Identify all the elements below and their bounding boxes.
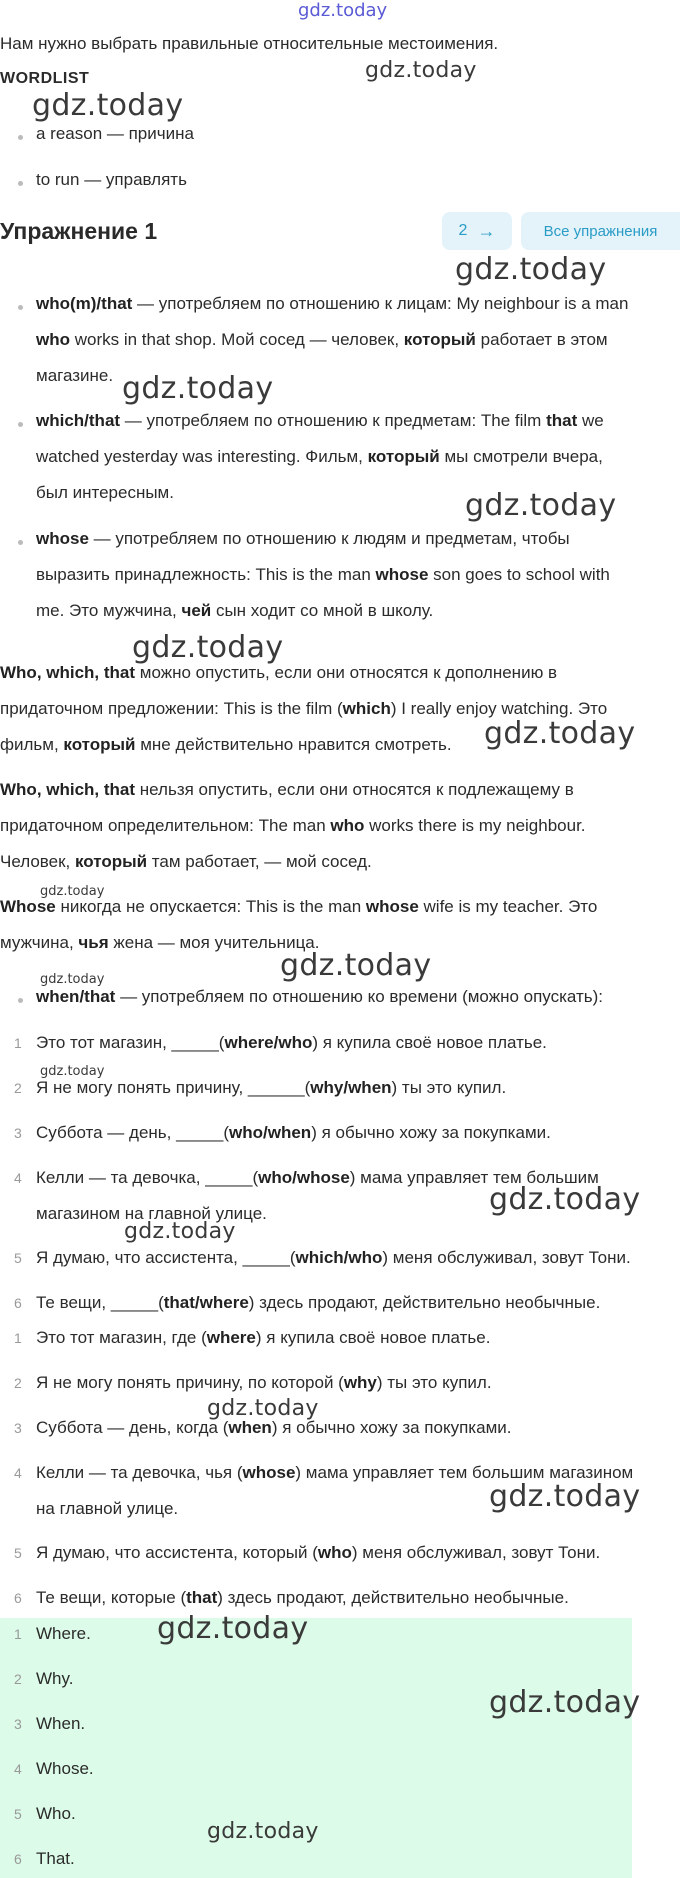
- bold-term: whose: [365, 897, 419, 916]
- bold-term: when: [228, 1418, 272, 1437]
- item-number: 2: [14, 1375, 22, 1391]
- watermark-text: gdz.today: [207, 1396, 319, 1421]
- bold-term: который: [74, 852, 148, 871]
- solution-line: Те вещи, которые (that) здесь продают, действительно необычные.: [36, 1588, 569, 1607]
- rule-line: which/that — употребляем по отношению к предметам: The film that we: [36, 411, 604, 430]
- watermark-text: gdz.today: [365, 58, 477, 83]
- item-number: 2: [14, 1080, 22, 1096]
- bold-term: when/that: [36, 987, 116, 1006]
- task-line: Те вещи, _____(that/where) здесь продают, действительно необычные.: [36, 1293, 601, 1312]
- item-number: 5: [14, 1545, 22, 1561]
- site-logo[interactable]: gdz.today: [298, 0, 388, 21]
- solution-line: Я думаю, что ассистента, который (who) меня обслуживал, зовут Тони.: [36, 1543, 601, 1562]
- watermark-text: gdz.today: [455, 252, 607, 287]
- bold-term: чья: [78, 933, 109, 952]
- bold-term: who: [36, 330, 70, 349]
- bold-term: who/when: [229, 1123, 312, 1142]
- item-number: 6: [14, 1295, 22, 1311]
- bold-term: which/that: [36, 411, 121, 430]
- item-number: 3: [14, 1716, 22, 1732]
- bold-term: который: [367, 447, 440, 466]
- item-number: 6: [14, 1590, 22, 1606]
- item-number: 5: [14, 1250, 22, 1266]
- bullet-dot: [18, 422, 23, 427]
- item-number: 6: [14, 1851, 22, 1867]
- rule-line: был интересным.: [36, 483, 174, 502]
- bold-term: why/when: [310, 1078, 392, 1097]
- task-line: Суббота — день, _____(who/when) я обычно хожу за покупками.: [36, 1123, 551, 1142]
- item-number: 2: [14, 1671, 22, 1687]
- item-number: 3: [14, 1125, 22, 1141]
- bold-term: Whose: [0, 897, 56, 916]
- exercise-title: Упражнение 1: [0, 218, 158, 244]
- next-exercise-button[interactable]: [442, 212, 512, 250]
- watermark-text: gdz.today: [157, 1611, 309, 1646]
- bold-term: why: [343, 1373, 377, 1392]
- note-line: придаточном определительном: The man who works there is my neighbour.: [0, 816, 586, 835]
- task-line: Я думаю, что ассистента, _____(which/who) меня обслуживал, зовут Тони.: [36, 1248, 631, 1267]
- bold-term: which: [342, 699, 391, 718]
- bold-term: чей: [181, 601, 212, 620]
- when-rule-line: when/that — употребляем по отношению ко времени (можно опускать):: [36, 987, 604, 1006]
- note-line: мужчина, чья жена — моя учительница.: [0, 933, 320, 952]
- item-number: 4: [14, 1465, 22, 1481]
- bold-term: который: [403, 330, 476, 349]
- solution-line: Келли — та девочка, чья (whose) мама управляет тем большим магазином: [36, 1463, 634, 1482]
- wordlist-item: to run — управлять: [36, 170, 187, 189]
- bold-term: whose: [375, 565, 429, 584]
- answer-text: Why.: [36, 1669, 74, 1688]
- intro-text: Нам нужно выбрать правильные относительные местоимения.: [0, 34, 499, 53]
- item-number: 1: [14, 1330, 22, 1346]
- bold-term: whose: [242, 1463, 296, 1482]
- bold-term: that: [546, 411, 578, 430]
- bold-term: who: [317, 1543, 352, 1562]
- rule-line: магазине.: [36, 366, 114, 385]
- task-line: Я не могу понять причину, ______(why/when) ты это купил.: [36, 1078, 507, 1097]
- arrow-right-icon: →: [477, 220, 496, 241]
- rule-line: whose — употребляем по отношению к людям и предметам, чтобы: [36, 529, 570, 548]
- solution-line: Это тот магазин, где (where) я купила своё новое платье.: [36, 1328, 491, 1347]
- watermark-text: gdz.today: [32, 88, 184, 123]
- next-exercise-label: 2: [458, 222, 468, 239]
- watermark-text: gdz.today: [40, 884, 105, 899]
- solution-line: на главной улице.: [36, 1499, 179, 1518]
- item-number: 1: [14, 1035, 22, 1051]
- answer-text: That.: [36, 1849, 75, 1868]
- bold-term: that: [186, 1588, 218, 1607]
- item-number: 1: [14, 1626, 22, 1642]
- rule-line: выразить принадлежность: This is the man whose son goes to school with: [36, 565, 610, 584]
- note-line: фильм, который мне действительно нравится смотреть.: [0, 735, 452, 754]
- wordlist-title: WORDLIST: [0, 70, 90, 87]
- bold-term: that/where: [163, 1293, 249, 1312]
- bold-term: Who, which, that: [0, 663, 136, 682]
- rule-line: watched yesterday was interesting. Фильм, который мы смотрели вчера,: [36, 447, 603, 466]
- item-number: 4: [14, 1761, 22, 1777]
- watermark-text: gdz.today: [40, 972, 105, 987]
- bold-term: который: [63, 735, 136, 754]
- item-number: 4: [14, 1170, 22, 1186]
- bullet-dot: [18, 181, 23, 186]
- bold-term: where: [206, 1328, 256, 1347]
- solution-line: Суббота — день, когда (when) я обычно хожу за покупками.: [36, 1418, 512, 1437]
- answer-text: When.: [36, 1714, 86, 1733]
- note-line: Who, which, that нельзя опустить, если они относятся к подлежащему в: [0, 780, 574, 799]
- answer-text: Who.: [36, 1804, 76, 1823]
- rule-line: who works in that shop. Мой сосед — человек, который работает в этом: [36, 330, 608, 349]
- rule-line: me. Это мужчина, чей сын ходит со мной в школу.: [36, 601, 434, 620]
- note-line: Whose никогда не опускается: This is the man whose wife is my teacher. Это: [0, 897, 598, 916]
- answer-text: Where.: [36, 1624, 91, 1643]
- note-line: Человек, который там работает, — мой сосед.: [0, 852, 372, 871]
- watermark-text: gdz.today: [484, 716, 636, 751]
- bold-term: who: [330, 816, 365, 835]
- answer-text: Whose.: [36, 1759, 94, 1778]
- bullet-dot: [18, 305, 23, 310]
- wordlist-item: a reason — причина: [36, 124, 194, 143]
- watermark-text: gdz.today: [207, 1819, 319, 1844]
- task-line: Это тот магазин, _____(where/who) я купила своё новое платье.: [36, 1033, 547, 1052]
- bullet-dot: [18, 135, 23, 140]
- bullet-dot: [18, 540, 23, 545]
- bold-term: who(m)/that: [36, 294, 133, 313]
- watermark-text: gdz.today: [40, 1064, 105, 1079]
- solution-line: Я не могу понять причину, по которой (why) ты это купил.: [36, 1373, 492, 1392]
- watermark-text: gdz.today: [124, 1219, 236, 1244]
- item-number: 3: [14, 1420, 22, 1436]
- watermark-text: gdz.today: [280, 948, 432, 983]
- note-line: придаточном предложении: This is the film (which) I really enjoy watching. Это: [0, 699, 608, 718]
- bold-term: who/whose: [258, 1168, 350, 1187]
- item-number: 5: [14, 1806, 22, 1822]
- bold-term: where/who: [224, 1033, 313, 1052]
- bold-term: whose: [36, 529, 89, 548]
- watermark-text: gdz.today: [489, 1182, 641, 1217]
- note-line: Who, which, that можно опустить, если они относятся к дополнению в: [0, 663, 558, 682]
- task-line: Келли — та девочка, _____(who/whose) мама управляет тем большим: [36, 1168, 599, 1187]
- bullet-dot: [18, 998, 23, 1003]
- bold-term: Who, which, that: [0, 780, 136, 799]
- watermark-text: gdz.today: [122, 371, 274, 406]
- rule-line: who(m)/that — употребляем по отношению к лицам: My neighbour is a man: [36, 294, 629, 313]
- watermark-text: gdz.today: [132, 630, 284, 665]
- watermark-text: gdz.today: [465, 488, 617, 523]
- all-exercises-button[interactable]: Все упражнения: [521, 212, 680, 250]
- task-line: магазином на главной улице.: [36, 1204, 267, 1223]
- watermark-text: gdz.today: [489, 1479, 641, 1514]
- bold-term: which/who: [295, 1248, 383, 1267]
- watermark-text: gdz.today: [489, 1685, 641, 1720]
